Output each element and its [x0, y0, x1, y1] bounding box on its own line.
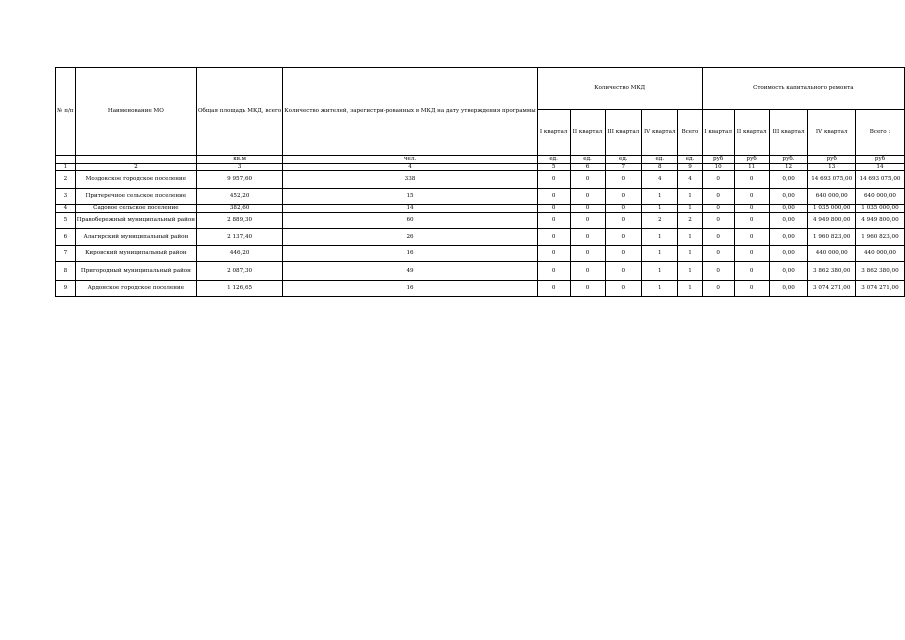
header-mkd-q1: I квартал: [537, 110, 570, 156]
cell-c3: 0,00: [769, 171, 808, 189]
cell-c1: 0: [702, 229, 734, 246]
cell-c4: 1 035 000,00: [808, 205, 856, 213]
table-body: [56, 171, 905, 297]
unit-cell: руб: [702, 156, 734, 164]
column-number-cell: 4: [283, 163, 537, 171]
cell-total: 1: [678, 246, 702, 262]
column-number-cell: 14: [855, 163, 904, 171]
cell-area: 452,20: [196, 189, 282, 205]
cell-c2: 0: [734, 246, 769, 262]
cell-q1: 0: [537, 171, 570, 189]
cell-q1: 0: [537, 189, 570, 205]
unit-cell: руб: [855, 156, 904, 164]
unit-cell: ед.: [537, 156, 570, 164]
cell-total: 1: [678, 229, 702, 246]
cell-c1: 0: [702, 205, 734, 213]
cell-q4: 1: [642, 189, 678, 205]
column-number-cell: 3: [196, 163, 282, 171]
cell-total: 1: [678, 281, 702, 297]
column-number-cell: 13: [808, 163, 856, 171]
cell-c4: 14 693 075,00: [808, 171, 856, 189]
unit-cell: ед.: [678, 156, 702, 164]
header-name: Наименование МО: [75, 68, 196, 156]
cell-q3: 0: [605, 229, 642, 246]
column-number-cell: 1: [56, 163, 76, 171]
header-mkd-q3: III квартал: [605, 110, 642, 156]
table-row: [56, 189, 905, 205]
cell-c2: 0: [734, 171, 769, 189]
cell-residents: 14: [283, 205, 537, 213]
cell-c4: 3 074 271,00: [808, 281, 856, 297]
cell-ctotal: 14 693 075,00: [855, 171, 904, 189]
cell-area: 446,20: [196, 246, 282, 262]
cell-area: 1 126,65: [196, 281, 282, 297]
cell-c2: 0: [734, 262, 769, 281]
cell-name: Притеречное сельское поселение: [75, 189, 196, 205]
column-number-cell: 10: [702, 163, 734, 171]
cell-num: 2: [56, 171, 76, 189]
cell-q2: 0: [570, 171, 605, 189]
cell-q4: 1: [642, 246, 678, 262]
cell-total: 2: [678, 213, 702, 229]
header-num: № п/п: [56, 68, 76, 156]
column-number-cell: 6: [570, 163, 605, 171]
cell-name: Правобережный муниципальный район: [75, 213, 196, 229]
cell-q3: 0: [605, 262, 642, 281]
cell-q4: 2: [642, 213, 678, 229]
header-mkd-q4: IV квартал: [642, 110, 678, 156]
cell-q3: 0: [605, 189, 642, 205]
cell-num: 6: [56, 229, 76, 246]
table-row: [56, 246, 905, 262]
cell-q2: 0: [570, 213, 605, 229]
unit-cell: руб: [734, 156, 769, 164]
cell-q1: 0: [537, 262, 570, 281]
cell-residents: 16: [283, 246, 537, 262]
cell-c4: 3 862 380,00: [808, 262, 856, 281]
cell-c3: 0,00: [769, 281, 808, 297]
cell-num: 9: [56, 281, 76, 297]
cell-c3: 0,00: [769, 246, 808, 262]
cell-ctotal: 1 960 823,00: [855, 229, 904, 246]
cell-c4: 640 000,00: [808, 189, 856, 205]
cell-area: 2 087,30: [196, 262, 282, 281]
table-row: [56, 213, 905, 229]
header-cost-q2: II квартал: [734, 110, 769, 156]
cell-c1: 0: [702, 262, 734, 281]
cell-area: 382,60: [196, 205, 282, 213]
column-numbers-row: [56, 163, 905, 171]
cell-residents: 15: [283, 189, 537, 205]
cell-name: Пригородный муниципальный район: [75, 262, 196, 281]
unit-cell: кв.м: [196, 156, 282, 164]
units-row: [56, 156, 905, 164]
cell-c3: 0,00: [769, 213, 808, 229]
cell-c2: 0: [734, 205, 769, 213]
column-number-cell: 5: [537, 163, 570, 171]
cell-q3: 0: [605, 213, 642, 229]
table-row: [56, 281, 905, 297]
cell-c2: 0: [734, 229, 769, 246]
cell-q1: 0: [537, 229, 570, 246]
cell-c3: 0,00: [769, 205, 808, 213]
cell-residents: 338: [283, 171, 537, 189]
header-cost-total: Всего :: [855, 110, 904, 156]
cell-q3: 0: [605, 171, 642, 189]
cell-num: 3: [56, 189, 76, 205]
cell-c4: 440 000,00: [808, 246, 856, 262]
cell-total: 1: [678, 262, 702, 281]
cell-area: 2 889,30: [196, 213, 282, 229]
cell-total: 4: [678, 171, 702, 189]
cell-ctotal: 3 074 271,00: [855, 281, 904, 297]
table-row: [56, 229, 905, 246]
cell-ctotal: 4 949 800,00: [855, 213, 904, 229]
cell-q4: 1: [642, 262, 678, 281]
cell-q1: 0: [537, 246, 570, 262]
cell-c1: 0: [702, 189, 734, 205]
cell-ctotal: 640 000,00: [855, 189, 904, 205]
column-number-cell: 12: [769, 163, 808, 171]
cell-name: Моздокское городское поселение: [75, 171, 196, 189]
column-number-cell: 11: [734, 163, 769, 171]
cell-name: Садовое сельское поселение: [75, 205, 196, 213]
unit-cell: ед.: [570, 156, 605, 164]
cell-c1: 0: [702, 281, 734, 297]
cell-q4: 1: [642, 281, 678, 297]
cell-name: Кировский муниципальный район: [75, 246, 196, 262]
unit-cell: чел.: [283, 156, 537, 164]
column-number-cell: 7: [605, 163, 642, 171]
header-mkd-q2: II квартал: [570, 110, 605, 156]
cell-q4: 4: [642, 171, 678, 189]
cell-c3: 0,00: [769, 262, 808, 281]
unit-cell: [56, 156, 76, 164]
cell-ctotal: 3 862 380,00: [855, 262, 904, 281]
header-cost-q1: I квартал: [702, 110, 734, 156]
cell-q3: 0: [605, 281, 642, 297]
cell-num: 5: [56, 213, 76, 229]
cell-name: Алагирский муниципальный район: [75, 229, 196, 246]
cell-q3: 0: [605, 205, 642, 213]
cell-c4: 4 949 800,00: [808, 213, 856, 229]
cell-num: 8: [56, 262, 76, 281]
table-row: [56, 205, 905, 213]
cell-area: 9 957,60: [196, 171, 282, 189]
unit-cell: руб: [808, 156, 856, 164]
header-row-group: [56, 68, 905, 110]
cell-c3: 0,00: [769, 189, 808, 205]
cell-q2: 0: [570, 246, 605, 262]
cell-total: 1: [678, 205, 702, 213]
unit-cell: ед.: [605, 156, 642, 164]
cell-total: 1: [678, 189, 702, 205]
header-cost-q4: IV квартал: [808, 110, 856, 156]
cell-q2: 0: [570, 205, 605, 213]
cell-c2: 0: [734, 189, 769, 205]
unit-cell: [75, 156, 196, 164]
header-area: Общая площадь МКД, всего: [196, 68, 282, 156]
header-mkd-group: Количество МКД: [537, 68, 702, 110]
cell-residents: 16: [283, 281, 537, 297]
cell-name: Ардонское городское поселение: [75, 281, 196, 297]
cell-q4: 1: [642, 205, 678, 213]
table-row: [56, 171, 905, 189]
column-number-cell: 2: [75, 163, 196, 171]
column-number-cell: 9: [678, 163, 702, 171]
cell-ctotal: 1 035 000,00: [855, 205, 904, 213]
header-residents: Количество жителей, зарегистри-рованных в МКД на дату утверждения программы: [283, 68, 537, 156]
cell-c1: 0: [702, 171, 734, 189]
cell-ctotal: 440 000,00: [855, 246, 904, 262]
cell-num: 7: [56, 246, 76, 262]
table-row: [56, 262, 905, 281]
cell-q2: 0: [570, 229, 605, 246]
header-cost-q3: III квартал: [769, 110, 808, 156]
capital-repair-table: [55, 67, 905, 297]
cell-c4: 1 960 823,00: [808, 229, 856, 246]
unit-cell: ед.: [642, 156, 678, 164]
cell-q2: 0: [570, 262, 605, 281]
cell-q1: 0: [537, 281, 570, 297]
cell-q1: 0: [537, 205, 570, 213]
header-mkd-total: Всего: [678, 110, 702, 156]
header-cost-group: Стоимость капитального ремонта: [702, 68, 904, 110]
cell-residents: 49: [283, 262, 537, 281]
column-number-cell: 8: [642, 163, 678, 171]
cell-q3: 0: [605, 246, 642, 262]
cell-c2: 0: [734, 213, 769, 229]
cell-q1: 0: [537, 213, 570, 229]
cell-q2: 0: [570, 189, 605, 205]
unit-cell: руб.: [769, 156, 808, 164]
cell-num: 4: [56, 205, 76, 213]
cell-c3: 0,00: [769, 229, 808, 246]
cell-q2: 0: [570, 281, 605, 297]
cell-q4: 1: [642, 229, 678, 246]
cell-residents: 60: [283, 213, 537, 229]
cell-c1: 0: [702, 246, 734, 262]
cell-c1: 0: [702, 213, 734, 229]
cell-c2: 0: [734, 281, 769, 297]
cell-residents: 26: [283, 229, 537, 246]
cell-area: 2 137,40: [196, 229, 282, 246]
